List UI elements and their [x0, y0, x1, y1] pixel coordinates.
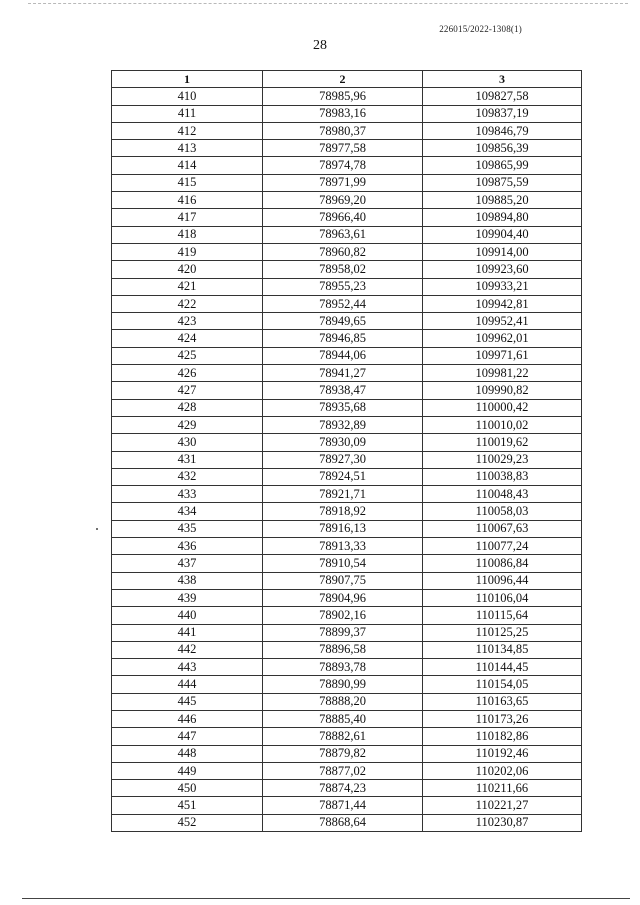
- y-coordinate-cell: 109827,58: [423, 88, 582, 105]
- y-coordinate-cell: 110029,23: [423, 451, 582, 468]
- table-row: [112, 797, 582, 814]
- table-row: [112, 226, 582, 243]
- y-coordinate-cell: 109846,79: [423, 122, 582, 139]
- x-coordinate-cell: 78974,78: [263, 157, 423, 174]
- y-coordinate-cell: 110221,27: [423, 797, 582, 814]
- x-coordinate-cell: 78871,44: [263, 797, 423, 814]
- x-coordinate-cell: 78952,44: [263, 295, 423, 312]
- table-row: [112, 780, 582, 797]
- point-number-cell: 430: [112, 434, 263, 451]
- point-number-cell: 446: [112, 710, 263, 727]
- y-coordinate-cell: 109875,59: [423, 174, 582, 191]
- table-row: [112, 295, 582, 312]
- point-number-cell: 441: [112, 624, 263, 641]
- y-coordinate-cell: 110192,46: [423, 745, 582, 762]
- x-coordinate-cell: 78977,58: [263, 140, 423, 157]
- point-number-cell: 411: [112, 105, 263, 122]
- table-row: [112, 486, 582, 503]
- y-coordinate-cell: 110134,85: [423, 641, 582, 658]
- table-row: [112, 157, 582, 174]
- x-coordinate-cell: 78877,02: [263, 762, 423, 779]
- table-row: [112, 503, 582, 520]
- x-coordinate-cell: 78907,75: [263, 572, 423, 589]
- point-number-cell: 431: [112, 451, 263, 468]
- point-number-cell: 448: [112, 745, 263, 762]
- point-number-cell: 418: [112, 226, 263, 243]
- y-coordinate-cell: 110230,87: [423, 814, 582, 831]
- x-coordinate-cell: 78874,23: [263, 780, 423, 797]
- y-coordinate-cell: 109885,20: [423, 192, 582, 209]
- y-coordinate-cell: 109962,01: [423, 330, 582, 347]
- table-row: [112, 589, 582, 606]
- y-coordinate-cell: 110173,26: [423, 710, 582, 727]
- table-row: [112, 416, 582, 433]
- point-number-cell: 443: [112, 659, 263, 676]
- bottom-scan-rule: [22, 898, 630, 899]
- table-row: [112, 676, 582, 693]
- point-number-cell: 433: [112, 486, 263, 503]
- y-coordinate-cell: 109904,40: [423, 226, 582, 243]
- point-number-cell: 445: [112, 693, 263, 710]
- y-coordinate-cell: 109971,61: [423, 347, 582, 364]
- point-number-cell: 417: [112, 209, 263, 226]
- point-number-cell: 410: [112, 88, 263, 105]
- top-scan-rule: [28, 3, 628, 4]
- point-number-cell: 452: [112, 814, 263, 831]
- table-row: [112, 641, 582, 658]
- y-coordinate-cell: 110211,66: [423, 780, 582, 797]
- table-row: [112, 624, 582, 641]
- table-row: [112, 192, 582, 209]
- table-row: [112, 814, 582, 831]
- point-number-cell: 427: [112, 382, 263, 399]
- table-row: [112, 140, 582, 157]
- x-coordinate-cell: 78916,13: [263, 520, 423, 537]
- point-number-cell: 451: [112, 797, 263, 814]
- table-row: [112, 382, 582, 399]
- y-coordinate-cell: 110010,02: [423, 416, 582, 433]
- y-coordinate-cell: 109933,21: [423, 278, 582, 295]
- table-row: [112, 365, 582, 382]
- point-number-cell: 422: [112, 295, 263, 312]
- y-coordinate-cell: 110038,83: [423, 468, 582, 485]
- x-coordinate-cell: 78935,68: [263, 399, 423, 416]
- table-row: [112, 209, 582, 226]
- point-number-cell: 416: [112, 192, 263, 209]
- y-coordinate-cell: 109942,81: [423, 295, 582, 312]
- y-coordinate-cell: 110077,24: [423, 538, 582, 555]
- x-coordinate-cell: 78902,16: [263, 607, 423, 624]
- table-row: [112, 278, 582, 295]
- point-number-cell: 435: [112, 520, 263, 537]
- x-coordinate-cell: 78904,96: [263, 589, 423, 606]
- y-coordinate-cell: 109990,82: [423, 382, 582, 399]
- x-coordinate-cell: 78896,58: [263, 641, 423, 658]
- y-coordinate-cell: 110154,05: [423, 676, 582, 693]
- y-coordinate-cell: 109914,00: [423, 243, 582, 260]
- point-number-cell: 439: [112, 589, 263, 606]
- y-coordinate-cell: 110048,43: [423, 486, 582, 503]
- table-row: [112, 468, 582, 485]
- table-row: [112, 659, 582, 676]
- y-coordinate-cell: 109856,39: [423, 140, 582, 157]
- y-coordinate-cell: 110144,45: [423, 659, 582, 676]
- column-header-point: 1: [112, 71, 263, 88]
- point-number-cell: 429: [112, 416, 263, 433]
- x-coordinate-cell: 78941,27: [263, 365, 423, 382]
- table-row: [112, 243, 582, 260]
- x-coordinate-cell: 78893,78: [263, 659, 423, 676]
- table-row: [112, 520, 582, 537]
- point-number-cell: 440: [112, 607, 263, 624]
- table-row: [112, 572, 582, 589]
- y-coordinate-cell: 110086,84: [423, 555, 582, 572]
- table-row: [112, 538, 582, 555]
- table-row: [112, 347, 582, 364]
- point-number-cell: 450: [112, 780, 263, 797]
- coordinates-table: [111, 70, 582, 832]
- x-coordinate-cell: 78879,82: [263, 745, 423, 762]
- point-number-cell: 413: [112, 140, 263, 157]
- x-coordinate-cell: 78899,37: [263, 624, 423, 641]
- y-coordinate-cell: 110115,64: [423, 607, 582, 624]
- y-coordinate-cell: 110000,42: [423, 399, 582, 416]
- y-coordinate-cell: 110202,06: [423, 762, 582, 779]
- point-number-cell: 419: [112, 243, 263, 260]
- page-number: 28: [313, 38, 327, 53]
- table-row: [112, 762, 582, 779]
- table-row: [112, 88, 582, 105]
- x-coordinate-cell: 78924,51: [263, 468, 423, 485]
- point-number-cell: 447: [112, 728, 263, 745]
- y-coordinate-cell: 109923,60: [423, 261, 582, 278]
- x-coordinate-cell: 78885,40: [263, 710, 423, 727]
- x-coordinate-cell: 78927,30: [263, 451, 423, 468]
- x-coordinate-cell: 78980,37: [263, 122, 423, 139]
- point-number-cell: 437: [112, 555, 263, 572]
- column-header-x: 2: [263, 71, 423, 88]
- table-row: [112, 710, 582, 727]
- point-number-cell: 415: [112, 174, 263, 191]
- y-coordinate-cell: 110163,65: [423, 693, 582, 710]
- x-coordinate-cell: 78949,65: [263, 313, 423, 330]
- point-number-cell: 449: [112, 762, 263, 779]
- x-coordinate-cell: 78910,54: [263, 555, 423, 572]
- table-row: [112, 174, 582, 191]
- table-row: [112, 261, 582, 278]
- point-number-cell: 442: [112, 641, 263, 658]
- x-coordinate-cell: 78944,06: [263, 347, 423, 364]
- point-number-cell: 425: [112, 347, 263, 364]
- y-coordinate-cell: 109981,22: [423, 365, 582, 382]
- point-number-cell: 436: [112, 538, 263, 555]
- x-coordinate-cell: 78890,99: [263, 676, 423, 693]
- x-coordinate-cell: 78913,33: [263, 538, 423, 555]
- point-number-cell: 424: [112, 330, 263, 347]
- point-number-cell: 444: [112, 676, 263, 693]
- column-header-y: 3: [423, 71, 582, 88]
- y-coordinate-cell: 109837,19: [423, 105, 582, 122]
- x-coordinate-cell: 78983,16: [263, 105, 423, 122]
- y-coordinate-cell: 110182,86: [423, 728, 582, 745]
- point-number-cell: 428: [112, 399, 263, 416]
- x-coordinate-cell: 78930,09: [263, 434, 423, 451]
- point-number-cell: 414: [112, 157, 263, 174]
- y-coordinate-cell: 110125,25: [423, 624, 582, 641]
- table-row: [112, 105, 582, 122]
- table-row: [112, 122, 582, 139]
- x-coordinate-cell: 78868,64: [263, 814, 423, 831]
- table-row: [112, 451, 582, 468]
- x-coordinate-cell: 78921,71: [263, 486, 423, 503]
- table-row: [112, 607, 582, 624]
- y-coordinate-cell: 110019,62: [423, 434, 582, 451]
- y-coordinate-cell: 109865,99: [423, 157, 582, 174]
- x-coordinate-cell: 78960,82: [263, 243, 423, 260]
- x-coordinate-cell: 78946,85: [263, 330, 423, 347]
- y-coordinate-cell: 110106,04: [423, 589, 582, 606]
- table-row: [112, 330, 582, 347]
- table-row: [112, 728, 582, 745]
- x-coordinate-cell: 78918,92: [263, 503, 423, 520]
- x-coordinate-cell: 78985,96: [263, 88, 423, 105]
- point-number-cell: 432: [112, 468, 263, 485]
- document-id: 226015/2022-1308(1): [439, 24, 522, 34]
- point-number-cell: 420: [112, 261, 263, 278]
- x-coordinate-cell: 78958,02: [263, 261, 423, 278]
- y-coordinate-cell: 109894,80: [423, 209, 582, 226]
- scan-speck: [96, 528, 98, 530]
- y-coordinate-cell: 110096,44: [423, 572, 582, 589]
- table-row: [112, 745, 582, 762]
- x-coordinate-cell: 78955,23: [263, 278, 423, 295]
- x-coordinate-cell: 78932,89: [263, 416, 423, 433]
- point-number-cell: 421: [112, 278, 263, 295]
- x-coordinate-cell: 78938,47: [263, 382, 423, 399]
- x-coordinate-cell: 78966,40: [263, 209, 423, 226]
- point-number-cell: 423: [112, 313, 263, 330]
- table-header-row: [112, 71, 582, 88]
- y-coordinate-cell: 110067,63: [423, 520, 582, 537]
- x-coordinate-cell: 78882,61: [263, 728, 423, 745]
- x-coordinate-cell: 78888,20: [263, 693, 423, 710]
- table-row: [112, 434, 582, 451]
- x-coordinate-cell: 78971,99: [263, 174, 423, 191]
- table-row: [112, 313, 582, 330]
- y-coordinate-cell: 109952,41: [423, 313, 582, 330]
- point-number-cell: 438: [112, 572, 263, 589]
- y-coordinate-cell: 110058,03: [423, 503, 582, 520]
- table-body: [112, 88, 582, 832]
- point-number-cell: 426: [112, 365, 263, 382]
- x-coordinate-cell: 78963,61: [263, 226, 423, 243]
- table-row: [112, 399, 582, 416]
- table-row: [112, 693, 582, 710]
- table-row: [112, 555, 582, 572]
- point-number-cell: 412: [112, 122, 263, 139]
- point-number-cell: 434: [112, 503, 263, 520]
- x-coordinate-cell: 78969,20: [263, 192, 423, 209]
